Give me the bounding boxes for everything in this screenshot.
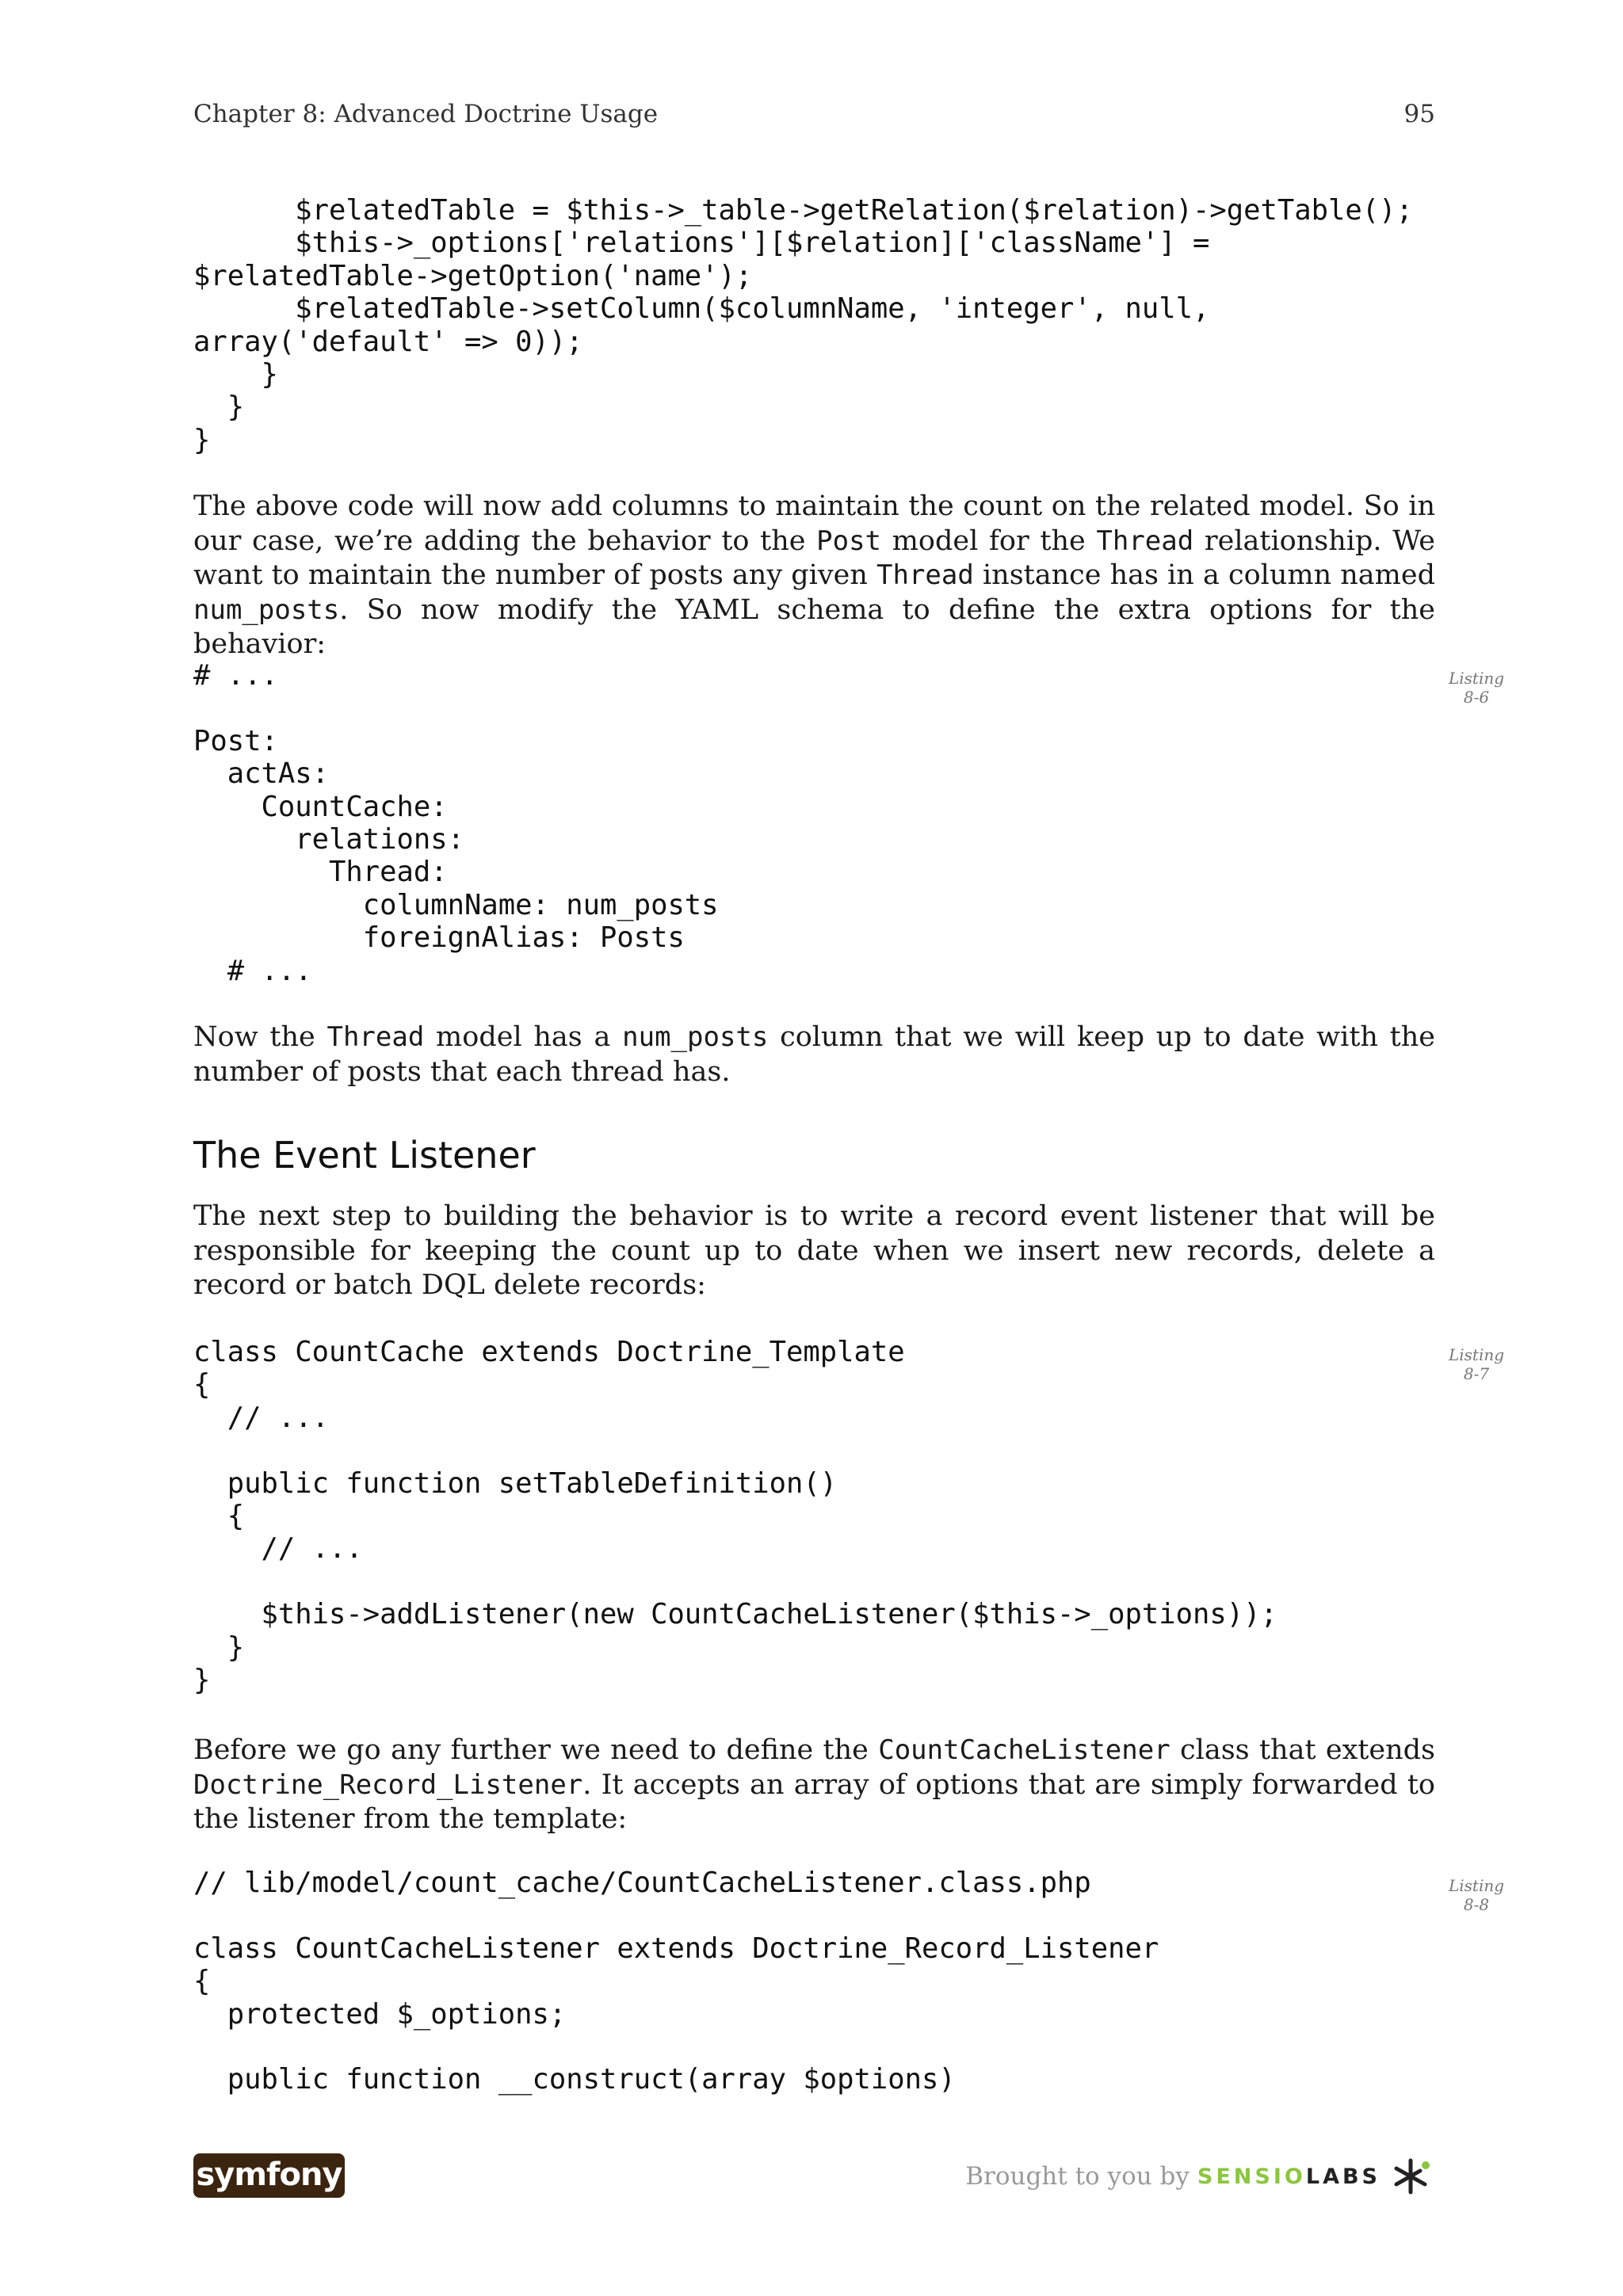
listing-label-8-8: Listing 8-8 <box>1448 1876 1505 1914</box>
inline-code: Post <box>816 524 882 557</box>
page-number: 95 <box>1403 100 1435 128</box>
text: relationship. We want to maintain the number of posts any given <box>193 524 1436 591</box>
text: The above code will now add columns to maintain the count on the related model. So in our case, we’re adding the behavior to the <box>193 490 1435 557</box>
paragraph-3: The next step to building the behavior is to write a record event listener that will be responsible for keeping the count up to date when we insert new records, delete a record or batch DQL delete records: <box>193 1200 1435 1301</box>
inline-code: Thread <box>1096 524 1194 557</box>
paragraph-2 <box>193 1020 1435 1089</box>
chapter-title: Chapter 8: Advanced Doctrine Usage <box>193 100 659 128</box>
text: . So now modify the YAML schema to define the extra options for the behavior: <box>193 593 1435 660</box>
text: instance has in a column named <box>973 559 1435 591</box>
paragraph-4 <box>193 1733 1435 1837</box>
inline-code: Thread <box>327 1021 425 1053</box>
code-block-yaml: # ... Post: actAs: CountCache: relations: Thread: columnName: num_posts foreignAlias: Posts # ... <box>193 659 719 987</box>
inline-code: num_posts <box>193 593 340 626</box>
code-block-template: class CountCache extends Doctrine_Template { // ... public function setTableDefinition() { // ... $this->addListener(new CountCacheListener($this->_options)); } } <box>193 1336 1277 1697</box>
footer-credit <box>965 2157 1433 2196</box>
code-block-listener: // lib/model/count_cache/CountCacheListener.class.php class CountCacheListener extends Doctrine_Record_Listener { protected $_options; public function __construct(array $options) <box>193 1867 1159 2096</box>
text: model has a <box>424 1021 623 1053</box>
listing-label-8-6: Listing 8-6 <box>1448 669 1505 707</box>
inline-code: Thread <box>876 559 974 591</box>
inline-code: num_posts <box>622 1021 769 1053</box>
text: model for the <box>881 524 1097 557</box>
paragraph-1 <box>193 490 1435 662</box>
inline-code: Doctrine_Record_Listener <box>193 1768 583 1801</box>
text: column that we will keep up to date with the number of posts that each thread has. <box>193 1021 1435 1088</box>
text: Before we go any further we need to define the <box>193 1734 879 1766</box>
code-block-1: $relatedTable = $this->_table->getRelation($relation)->getTable(); $this->_options['relations'][$relation]['className'] = $relatedTable->getOption('name'); $relatedTable->setColumn($columnName, 'integer', null, array('default' => 0)); } } } <box>193 194 1413 456</box>
running-header <box>193 98 1435 130</box>
brand-part-1: SENSIO <box>1197 2164 1306 2189</box>
text: class that extends <box>1170 1734 1435 1766</box>
section-heading: The Event Listener <box>193 1134 536 1177</box>
text: Now the <box>193 1021 327 1053</box>
brought-text: Brought to you by <box>965 2162 1190 2191</box>
sensiolabs-logo <box>1197 2164 1381 2189</box>
symfony-logo: symfony <box>193 2153 345 2198</box>
text: . It accepts an array of options that are simply forwarded to the listener from the template: <box>193 1768 1435 1835</box>
listing-label-8-7: Listing 8-7 <box>1448 1345 1505 1383</box>
brand-part-2: LABS <box>1305 2164 1381 2189</box>
sensiolabs-star-icon <box>1388 2154 1433 2199</box>
inline-code: CountCacheListener <box>878 1734 1170 1766</box>
